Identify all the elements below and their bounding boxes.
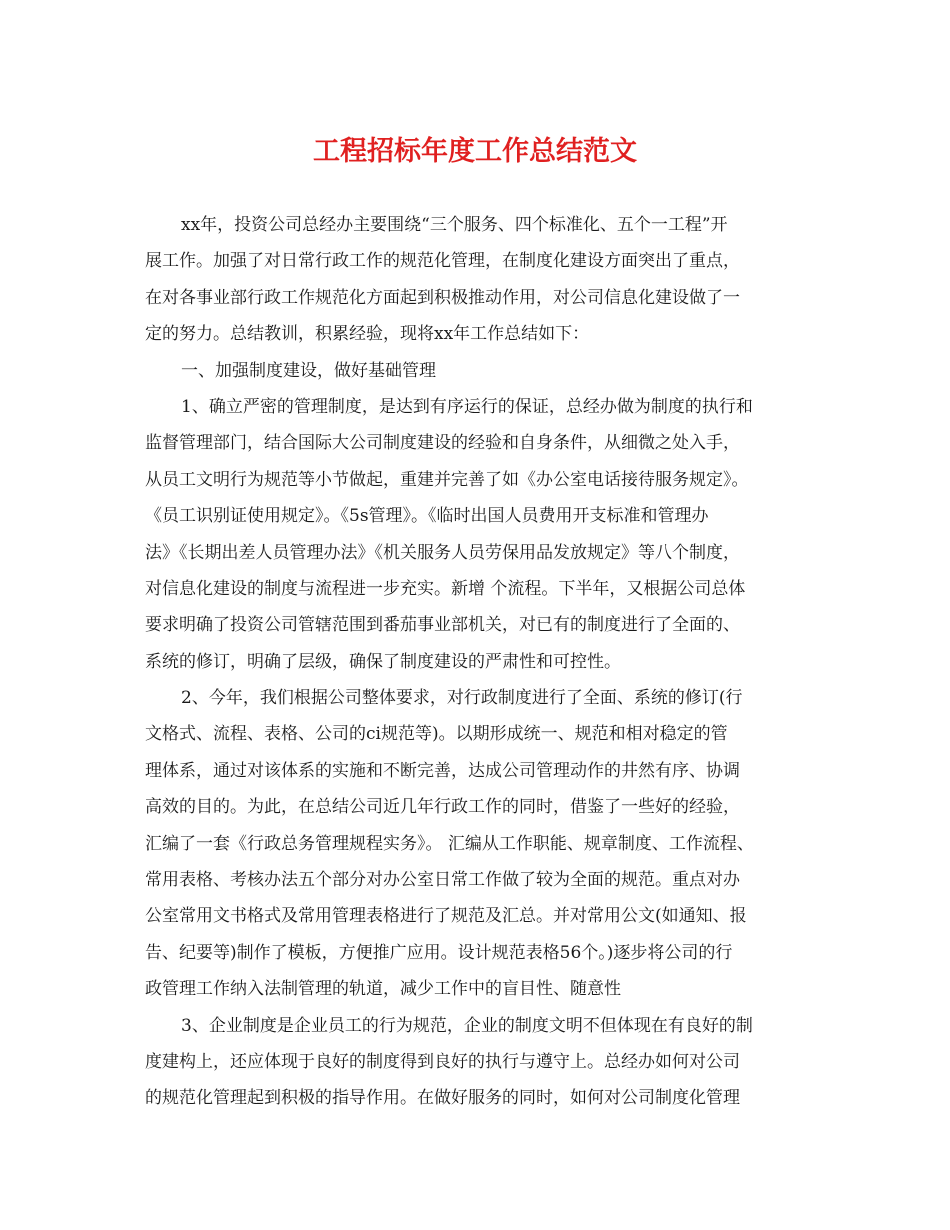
paragraph-line: 告、纪要等)制作了模板，方便推广应用。设计规范表格56个。)逐步将公司的行: [145, 942, 733, 963]
paragraph-line: 文格式、流程、表格、公司的ci规范等)。以期形成统一、规范和相对稳定的管: [145, 724, 728, 745]
paragraph-line: 1、确立严密的管理制度，是达到有序运行的保证，总经办做为制度的执行和: [181, 396, 753, 417]
paragraph-line: 度建构上，还应体现于良好的制度得到良好的执行与遵守上。总经办如何对公司: [145, 1051, 740, 1072]
paragraph-line: 政管理工作纳入法制管理的轨道，减少工作中的盲目性、随意性: [145, 979, 621, 1000]
paragraph-line: 展工作。加强了对日常行政工作的规范化管理，在制度化建设方面突出了重点，: [145, 251, 740, 272]
paragraph-line: 监督管理部门，结合国际大公司制度建设的经验和自身条件，从细微之处入手，: [145, 433, 740, 454]
paragraph-line: 《员工识别证使用规定》。《5s管理》。《临时出国人员费用开支标准和管理办: [145, 506, 709, 527]
paragraph-line: 系统的修订，明确了层级，确保了制度建设的严肃性和可控性。: [145, 651, 621, 672]
paragraph-line: 公室常用文书格式及常用管理表格进行了规范及汇总。并对常用公文(如通知、报: [145, 906, 747, 927]
paragraph-line: 理体系，通过对该体系的实施和不断完善，达成公司管理动作的井然有序、协调: [145, 760, 740, 781]
paragraph-line: 要求明确了投资公司管辖范围到番茄事业部机关，对已有的制度进行了全面的、: [145, 615, 740, 636]
document-body: [145, 207, 813, 1117]
paragraph-line: 2、今年，我们根据公司整体要求，对行政制度进行了全面、系统的修订(行: [181, 688, 743, 709]
paragraph-line: 汇编了一套《行政总务管理规程实务》。 汇编从工作职能、规章制度、工作流程、: [145, 833, 754, 854]
paragraph-line: 高效的目的。为此，在总结公司近几年行政工作的同时，借鉴了一些好的经验，: [145, 797, 740, 818]
paragraph-line: 常用表格、考核办法五个部分对办公室日常工作做了较为全面的规范。重点对办: [145, 870, 740, 891]
paragraph-line: 的规范化管理起到积极的指导作用。在做好服务的同时，如何对公司制度化管理: [145, 1088, 740, 1109]
paragraph-line: 对信息化建设的制度与流程进一步充实。新增 个流程。下半年，又根据公司总体: [145, 578, 746, 599]
paragraph-line: 定的努力。总结教训，积累经验，现将xx年工作总结如下：: [145, 324, 590, 345]
paragraph-line: xx年，投资公司总经办主要围绕“三个服务、四个标准化、五个一工程”开: [181, 215, 728, 235]
paragraph-line: 3、企业制度是企业员工的行为规范，企业的制度文明不但体现在有良好的制: [181, 1015, 753, 1036]
paragraph-line: 法》《长期出差人员管理办法》《机关服务人员劳保用品发放规定》等八个制度，: [145, 542, 740, 563]
paragraph-line: 在对各事业部行政工作规范化方面起到积极推动作用，对公司信息化建设做了一: [145, 287, 740, 308]
document-title: 工程招标年度工作总结范文: [313, 136, 637, 167]
section-heading: 一、加强制度建设，做好基础管理: [181, 360, 436, 381]
paragraph-line: 从员工文明行为规范等小节做起，重建并完善了如《办公室电话接待服务规定》。: [145, 469, 749, 490]
